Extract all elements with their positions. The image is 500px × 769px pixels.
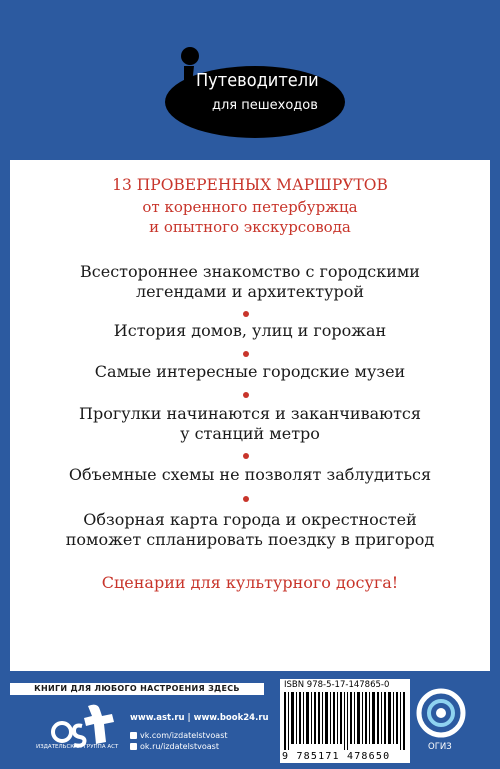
footer-strip bbox=[10, 683, 264, 695]
feature-line: Обзорная карта города и окрестностей bbox=[83, 510, 417, 529]
feature-item bbox=[10, 510, 490, 550]
series-logo-line1: Путеводители bbox=[196, 70, 319, 91]
imprint-name: ОГИЗ bbox=[428, 742, 452, 752]
footer-strip-text: КНИГИ ДЛЯ ЛЮБОГО НАСТРОЕНИЯ ЗДЕСЬ bbox=[34, 684, 240, 693]
series-logo-line2: для пешеходов bbox=[212, 98, 318, 113]
headline-line1: 13 ПРОВЕРЕННЫХ МАРШРУТОВ bbox=[112, 176, 388, 194]
ok-link-text: ok.ru/izdatelstvoast bbox=[140, 742, 219, 751]
feature-item bbox=[10, 362, 490, 382]
ok-icon bbox=[130, 743, 137, 750]
walker-head-icon bbox=[181, 47, 199, 65]
feature-line: История домов, улиц и горожан bbox=[113, 321, 387, 340]
ok-link[interactable] bbox=[130, 742, 219, 751]
feature-line: Прогулки начинаются и заканчиваются bbox=[79, 404, 421, 423]
series-logo bbox=[158, 44, 348, 148]
feature-item bbox=[10, 321, 490, 341]
barcode-digits: 9 785171 478650 bbox=[282, 751, 391, 762]
isbn: ISBN 978-5-17-147865-0 bbox=[284, 680, 390, 690]
left-band bbox=[0, 160, 10, 769]
ogiz-logo-icon bbox=[416, 688, 466, 738]
feature-line: поможет спланировать поездку в пригород bbox=[65, 530, 435, 549]
feature-line: Самые интересные городские музеи bbox=[94, 362, 406, 381]
feature-line: Всестороннее знакомство с городскими bbox=[80, 262, 420, 281]
bullet-dot-icon bbox=[243, 311, 249, 317]
feature-item bbox=[10, 404, 490, 444]
feature-line: Объемные схемы не позволят заблудиться bbox=[68, 465, 432, 484]
publisher-name: ИЗДАТЕЛЬСКАЯ ГРУППА АСТ bbox=[36, 744, 119, 750]
bullet-dot-icon bbox=[243, 392, 249, 398]
right-band bbox=[490, 160, 500, 769]
feature-item bbox=[10, 262, 490, 302]
vk-link[interactable] bbox=[130, 731, 228, 740]
headline-line3: и опытного экскурсовода bbox=[149, 218, 351, 236]
bullet-dot-icon bbox=[243, 351, 249, 357]
feature-line: у станций метро bbox=[180, 424, 320, 443]
vk-icon bbox=[130, 732, 137, 739]
vk-link-text: vk.com/izdatelstvoast bbox=[140, 731, 228, 740]
headline-line2: от коренного петербуржца bbox=[142, 198, 358, 216]
barcode-icon bbox=[284, 692, 408, 750]
feature-line: легендами и архитектурой bbox=[135, 282, 365, 301]
series-logo-shape bbox=[158, 44, 348, 148]
bullet-dot-icon bbox=[243, 496, 249, 502]
slogan: Сценарии для культурного досуга! bbox=[101, 573, 399, 592]
bullet-dot-icon bbox=[243, 453, 249, 459]
website-links[interactable]: www.ast.ru | www.book24.ru bbox=[130, 713, 269, 723]
feature-item bbox=[10, 465, 490, 485]
